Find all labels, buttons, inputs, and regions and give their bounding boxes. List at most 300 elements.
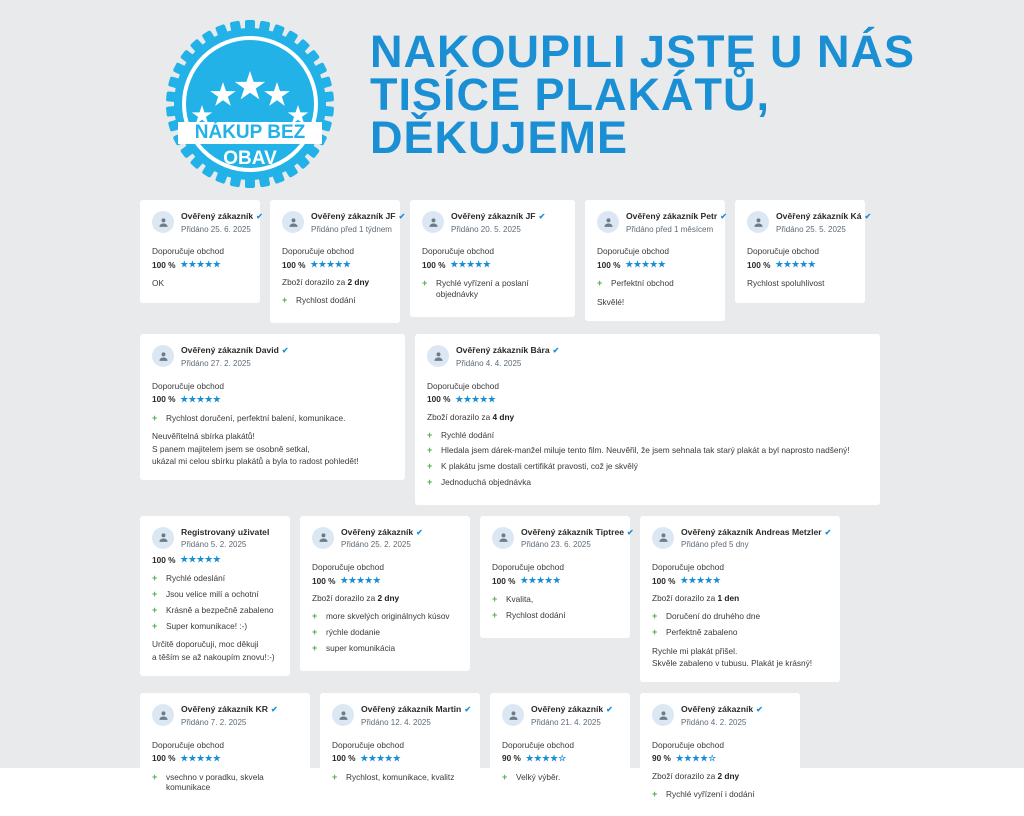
- review-text: [152, 639, 278, 662]
- pro-item: [427, 445, 868, 456]
- reviewer-info: [626, 211, 727, 235]
- reviewer-info: [311, 211, 405, 235]
- reviewer-name-text: Ověřený zákazník JF: [311, 211, 396, 221]
- reviews-row: [140, 334, 884, 505]
- score-percent: 100 %: [652, 575, 676, 586]
- score-percent: 100 %: [152, 554, 176, 565]
- pro-item: [652, 789, 788, 800]
- review-header: [312, 527, 458, 551]
- verified-check-icon: ✔: [256, 211, 263, 221]
- score-percent: 100 %: [492, 575, 516, 586]
- recommends-label: Doporučuje obchod: [747, 246, 819, 257]
- reviewer-info: [681, 704, 763, 728]
- review-card: [640, 693, 800, 816]
- pro-text: Kvalita,: [506, 594, 534, 605]
- recommends-label: Doporučuje obchod: [282, 246, 354, 257]
- pro-item: [427, 461, 868, 472]
- reviewer-name: [456, 345, 559, 357]
- delivery-prefix: Zboží dorazilo za: [652, 593, 718, 604]
- pro-item: [422, 278, 563, 300]
- review-header: [282, 211, 406, 235]
- verified-check-icon: ✔: [606, 704, 613, 714]
- reviewer-name: [521, 527, 634, 539]
- review-card: [320, 693, 480, 799]
- review-text-line: Rychlost spoluhlivost: [747, 278, 825, 289]
- avatar: [597, 211, 619, 233]
- score-row: [422, 259, 563, 270]
- verified-check-icon: ✔: [398, 211, 406, 221]
- badge-icon: [150, 18, 350, 193]
- verified-check-icon: ✔: [720, 211, 727, 221]
- pro-text: Rychlé vyřízení a poslaní objednávky: [436, 278, 529, 300]
- review-text: [652, 646, 828, 669]
- review-date: Přidáno 4. 2. 2025: [681, 717, 747, 727]
- plus-icon: +: [152, 604, 158, 615]
- star-rating: ★★★★★: [520, 575, 562, 586]
- review-text: [152, 278, 248, 289]
- reviewer-name: [181, 211, 263, 223]
- reviews-row: [140, 200, 884, 323]
- verified-check-icon: ✔: [627, 527, 634, 537]
- plus-icon: +: [282, 295, 288, 306]
- recommends-label: Doporučuje obchod: [427, 380, 499, 391]
- reviewer-name-text: Ověřený zákazník: [681, 704, 754, 715]
- reviewer-name: [181, 527, 269, 539]
- reviewer-name-text: Registrovaný uživatel: [181, 526, 270, 537]
- review-card: [640, 516, 840, 682]
- pro-item: [427, 477, 868, 488]
- review-date: Přidáno 25. 5. 2025: [776, 224, 846, 234]
- pro-text: rýchle dodanie: [326, 626, 380, 637]
- pros-list: [427, 430, 868, 488]
- avatar: [427, 345, 449, 367]
- review-text-line: ukázal mi celou sbírku plakátů a byla to radost pohledět!: [152, 455, 359, 466]
- verified-check-icon: ✔: [864, 211, 872, 221]
- avatar: [422, 211, 444, 233]
- avatar: [502, 704, 524, 726]
- reviewer-info: [181, 345, 289, 369]
- pro-text: Rychlost, komunikace, kvalitz: [346, 771, 455, 782]
- review-text-line: Skvěle zabaleno v tubusu. Plakát je krásný!: [652, 657, 813, 668]
- avatar: [652, 704, 674, 726]
- review-card: [140, 693, 310, 810]
- pro-text: Rychlé vyřízení i dodání: [666, 788, 755, 799]
- avatar: [332, 704, 354, 726]
- pro-item: [332, 772, 468, 783]
- star-rating: ★★★★★: [340, 575, 382, 586]
- pro-text: Super komunikace! :-): [166, 620, 248, 631]
- verified-check-icon: ✔: [416, 527, 423, 537]
- score-percent: 100 %: [597, 259, 621, 270]
- pro-item: [152, 573, 278, 584]
- score-row: [502, 753, 618, 764]
- reviewer-name-text: Ověřený zákazník Bára: [456, 345, 550, 356]
- score-row: [332, 753, 468, 764]
- plus-icon: +: [652, 626, 658, 637]
- reviewer-info: [776, 211, 871, 235]
- avatar: [492, 527, 514, 549]
- plus-icon: +: [652, 611, 658, 622]
- headline-line-3: DĚKUJEME: [370, 112, 629, 164]
- delivery-time: [652, 593, 828, 603]
- reviewer-info: [181, 211, 263, 235]
- reviewer-info: [181, 527, 269, 551]
- reviewer-info: [521, 527, 634, 551]
- recommends-label: Doporučuje obchod: [312, 562, 384, 573]
- plus-icon: +: [422, 278, 428, 289]
- pros-list: [332, 772, 468, 783]
- score-row: [282, 259, 388, 270]
- review-date: Přidáno před 1 měsícem: [626, 224, 714, 234]
- plus-icon: +: [492, 609, 498, 620]
- recommends-label: Doporučuje obchod: [502, 739, 574, 750]
- review-header: [152, 527, 278, 551]
- pros-list: [422, 278, 563, 300]
- review-text: [152, 431, 393, 467]
- star-rating: ★★★★★: [310, 259, 352, 270]
- pro-text: Rychlé dodání: [441, 429, 495, 440]
- review-header: [332, 704, 472, 728]
- score-percent: 100 %: [152, 753, 176, 764]
- star-rating: ★★★★★: [455, 393, 497, 404]
- review-text-line: S panem majitelem jsem se osobně setkal,: [152, 443, 310, 454]
- reviewer-name-text: Ověřený zákazník Ká: [776, 211, 862, 221]
- star-rating: ★★★★☆: [675, 752, 717, 763]
- pro-item: [492, 610, 618, 621]
- pro-text: Perfektně zabaleno: [666, 626, 738, 637]
- pro-item: [152, 605, 278, 616]
- pro-text: vsechno v poradku, skvela komunikace: [166, 771, 264, 793]
- star-rating: ★★★★★: [625, 259, 667, 270]
- reviewer-name: [531, 704, 613, 716]
- verified-check-icon: ✔: [464, 704, 472, 714]
- pro-text: super komunikácia: [326, 642, 396, 653]
- score-percent: 100 %: [332, 753, 356, 764]
- plus-icon: +: [312, 642, 318, 653]
- pro-text: more skvelých originálnych kúsov: [326, 611, 450, 622]
- avatar: [152, 211, 174, 233]
- pros-list: [492, 594, 618, 621]
- reviews-grid: [0, 200, 1024, 816]
- pro-text: Velký výběr.: [516, 771, 561, 782]
- pro-item: [492, 594, 618, 605]
- score-row: [152, 554, 278, 565]
- pro-text: K plakátu jsme dostali certifikát pravosti, což je skvělý: [441, 461, 638, 472]
- review-header: [652, 526, 832, 551]
- star-rating: ★★★★★: [180, 752, 222, 763]
- pro-item: [502, 772, 618, 783]
- reviewer-name-text: Ověřený zákazník: [531, 704, 604, 715]
- review-text-line: Neuvěřitelná sbírka plakátů!: [152, 431, 255, 442]
- score-percent: 100 %: [282, 259, 306, 270]
- reviewer-info: [341, 527, 423, 551]
- headline-line-1: NAKOUPILI JSTE U NÁS: [370, 26, 916, 77]
- score-row: [652, 753, 788, 764]
- pro-item: [427, 430, 868, 441]
- review-header: [152, 704, 298, 728]
- score-row: [747, 259, 853, 270]
- review-date: Přidáno 4. 4. 2025: [456, 358, 522, 368]
- review-text-line: Rychle mi plakát přišel.: [652, 645, 738, 656]
- plus-icon: +: [427, 461, 433, 472]
- avatar: [152, 527, 174, 549]
- trust-badge: [150, 18, 350, 193]
- plus-icon: +: [152, 412, 158, 423]
- review-text-line: Určitě doporučuji, moc děkuji: [152, 639, 259, 650]
- score-percent: 100 %: [747, 259, 771, 270]
- score-row: [652, 575, 828, 586]
- plus-icon: +: [427, 476, 433, 487]
- reviewer-info: [531, 704, 613, 728]
- pro-text: Jsou velice milí a ochotní: [166, 588, 259, 599]
- review-date: Přidáno 12. 4. 2025: [361, 717, 431, 727]
- pro-text: Rychlost doručení, perfektní balení, komunikace.: [166, 412, 346, 423]
- reviewer-name-text: Ověřený zákazník Martin: [361, 704, 462, 715]
- review-header: [502, 704, 618, 728]
- badge-line1: NÁKUP BEZ: [194, 122, 306, 143]
- pros-list: [282, 295, 388, 306]
- avatar: [747, 211, 769, 233]
- pro-text: Krásně a bezpečně zabaleno: [166, 604, 274, 615]
- score-percent: 100 %: [422, 259, 446, 270]
- delivery-prefix: Zboží dorazilo za: [427, 411, 493, 422]
- pro-item: [152, 413, 393, 424]
- avatar: [152, 704, 174, 726]
- score-percent: 100 %: [152, 259, 176, 270]
- recommends-label: Doporučuje obchod: [152, 246, 224, 257]
- review-text: [597, 297, 713, 308]
- reviewer-name: [626, 211, 727, 223]
- review-card: [140, 516, 290, 676]
- badge-line2: OBAV: [223, 148, 277, 169]
- delivery-value: 2 dny: [347, 277, 370, 288]
- delivery-prefix: Zboží dorazilo za: [652, 770, 718, 781]
- score-percent: 100 %: [152, 394, 176, 405]
- delivery-time: [652, 771, 788, 781]
- pro-text: Perfektní obchod: [611, 278, 674, 289]
- pro-text: Rychlost dodání: [506, 609, 566, 620]
- reviewer-name-text: Ověřený zákazník David: [181, 345, 279, 356]
- plus-icon: +: [312, 611, 318, 622]
- pro-item: [152, 772, 298, 794]
- score-row: [152, 753, 298, 764]
- reviewer-name-text: Ověřený zákazník: [181, 211, 254, 221]
- pros-list: [652, 611, 828, 638]
- recommends-label: Doporučuje obchod: [597, 246, 669, 257]
- avatar: [312, 527, 334, 549]
- pro-text: Rychlé odeslání: [166, 573, 226, 584]
- star-rating: ★★★★★: [180, 259, 222, 270]
- recommends-label: Doporučuje obchod: [652, 739, 724, 750]
- plus-icon: +: [427, 429, 433, 440]
- review-card: [270, 200, 406, 323]
- headline-line-2: TISÍCE PLAKÁTŮ,: [370, 69, 771, 121]
- pros-list: [152, 772, 298, 794]
- star-rating: ★★★★★: [450, 259, 492, 270]
- review-date: Přidáno 5. 2. 2025: [181, 540, 247, 550]
- score-row: [492, 575, 618, 586]
- pro-item: [312, 643, 458, 654]
- review-header: [492, 526, 634, 551]
- score-row: [427, 394, 868, 405]
- delivery-prefix: Zboží dorazilo za: [312, 593, 378, 604]
- star-rating: ★★★★★: [180, 554, 222, 565]
- review-text-line: OK: [152, 278, 164, 289]
- recommends-label: Doporučuje obchod: [652, 562, 724, 573]
- pros-list: [152, 413, 393, 424]
- reviewer-name-text: Ověřený zákazník KR: [181, 704, 268, 715]
- score-row: [597, 259, 713, 270]
- pro-text: Rychlost dodání: [296, 295, 356, 306]
- pro-text: Doručení do druhého dne: [666, 611, 761, 622]
- review-date: Přidáno před 5 dny: [681, 540, 749, 550]
- plus-icon: +: [652, 788, 658, 799]
- pros-list: [312, 611, 458, 653]
- review-header: [747, 211, 872, 235]
- verified-check-icon: ✔: [270, 704, 278, 714]
- delivery-prefix: Zboží dorazilo za: [282, 277, 348, 288]
- avatar: [652, 527, 674, 549]
- score-percent: 90 %: [502, 753, 521, 764]
- review-card: [410, 200, 575, 317]
- star-rating: ★★★★☆: [525, 752, 567, 763]
- reviewer-name: [361, 704, 471, 716]
- review-card: [735, 200, 872, 303]
- reviewer-name-text: Ověřený zákazník Andreas Metzler: [681, 526, 822, 537]
- pro-text: Hledala jsem dárek-manžel miluje tento film. Neuvěřil, že jsem sehnala tak starý plakát a byl naprosto nadšený!: [441, 445, 850, 456]
- reviews-row: [140, 516, 884, 682]
- verified-check-icon: ✔: [824, 527, 832, 537]
- reviewer-name: [681, 704, 763, 716]
- reviewer-name: [181, 704, 278, 716]
- star-rating: ★★★★★: [775, 259, 817, 270]
- recommends-label: Doporučuje obchod: [152, 380, 224, 391]
- reviewer-info: [361, 704, 471, 728]
- pros-list: [597, 278, 713, 289]
- review-header: [597, 211, 727, 235]
- review-date: Přidáno 21. 4. 2025: [531, 717, 601, 727]
- page-header: [0, 0, 1024, 200]
- review-card: [490, 693, 630, 799]
- verified-check-icon: ✔: [281, 345, 289, 355]
- verified-check-icon: ✔: [552, 345, 560, 355]
- plus-icon: +: [152, 588, 158, 599]
- review-card: [300, 516, 470, 671]
- review-text: [747, 278, 853, 289]
- plus-icon: +: [502, 771, 508, 782]
- delivery-value: 2 dny: [377, 593, 400, 604]
- reviewer-name: [776, 211, 871, 223]
- pro-item: [152, 621, 278, 632]
- reviewer-name: [341, 527, 423, 539]
- plus-icon: +: [597, 278, 603, 289]
- delivery-time: [282, 277, 388, 287]
- reviewer-info: [181, 704, 278, 728]
- score-percent: 100 %: [312, 575, 336, 586]
- review-card: [415, 334, 880, 505]
- pro-item: [597, 278, 713, 289]
- score-percent: 90 %: [652, 753, 671, 764]
- plus-icon: +: [312, 626, 318, 637]
- review-date: Přidáno 20. 5. 2025: [451, 224, 521, 234]
- reviewer-name: [311, 211, 405, 223]
- score-row: [312, 575, 458, 586]
- page-title: [370, 26, 916, 164]
- review-date: Přidáno 25. 6. 2025: [181, 224, 251, 234]
- reviewer-name-text: Ověřený zákazník JF: [451, 211, 536, 221]
- pro-item: [652, 627, 828, 638]
- verified-check-icon: ✔: [538, 211, 546, 221]
- star-rating: ★★★★★: [360, 752, 402, 763]
- reviewer-info: [681, 527, 831, 551]
- reviews-row: [140, 693, 884, 816]
- pro-item: [152, 589, 278, 600]
- review-header: [427, 345, 868, 369]
- star-rating: ★★★★★: [680, 575, 722, 586]
- review-card: [585, 200, 725, 321]
- review-date: Přidáno 23. 6. 2025: [521, 540, 591, 550]
- score-row: [152, 259, 248, 270]
- pro-item: [282, 295, 388, 306]
- recommends-label: Doporučuje obchod: [492, 562, 564, 573]
- plus-icon: +: [332, 771, 338, 782]
- delivery-time: [427, 412, 868, 422]
- review-text-line: Skvělé!: [597, 297, 625, 308]
- score-percent: 100 %: [427, 394, 451, 405]
- pro-text: Jednoduchá objednávka: [441, 476, 531, 487]
- review-card: [140, 334, 405, 480]
- avatar: [152, 345, 174, 367]
- reviewer-name: [681, 527, 831, 539]
- plus-icon: +: [152, 620, 158, 631]
- reviewer-name-text: Ověřený zákazník Tiptree: [521, 526, 625, 537]
- review-card: [140, 200, 263, 303]
- pro-item: [312, 611, 458, 622]
- review-date: Přidáno před 1 týdnem: [311, 224, 392, 234]
- reviewer-info: [456, 345, 559, 369]
- reviewer-name: [181, 345, 289, 357]
- plus-icon: +: [152, 573, 158, 584]
- review-header: [152, 211, 263, 235]
- review-date: Přidáno 25. 2. 2025: [341, 540, 411, 550]
- pro-item: [652, 611, 828, 622]
- pros-list: [502, 772, 618, 783]
- pros-list: [152, 573, 278, 631]
- review-card: [480, 516, 634, 638]
- reviewer-name: [451, 211, 545, 223]
- reviewer-info: [451, 211, 545, 235]
- recommends-label: Doporučuje obchod: [422, 246, 494, 257]
- star-rating: ★★★★★: [180, 393, 222, 404]
- delivery-value: 2 dny: [717, 770, 740, 781]
- score-row: [152, 394, 393, 405]
- delivery-value: 4 dny: [492, 411, 515, 422]
- review-header: [652, 704, 788, 728]
- verified-check-icon: ✔: [756, 704, 763, 714]
- review-date: Přidáno 27. 2. 2025: [181, 358, 251, 368]
- reviewer-name-text: Ověřený zákazník: [341, 526, 414, 537]
- plus-icon: +: [152, 771, 158, 782]
- delivery-value: 1 den: [717, 593, 740, 604]
- recommends-label: Doporučuje obchod: [152, 739, 224, 750]
- pros-list: [652, 789, 788, 800]
- review-text-line: a těším se až nakoupím znovu!:-): [152, 651, 275, 662]
- plus-icon: +: [492, 594, 498, 605]
- pro-item: [312, 627, 458, 638]
- review-header: [422, 211, 563, 235]
- recommends-label: Doporučuje obchod: [332, 739, 404, 750]
- review-header: [152, 345, 393, 369]
